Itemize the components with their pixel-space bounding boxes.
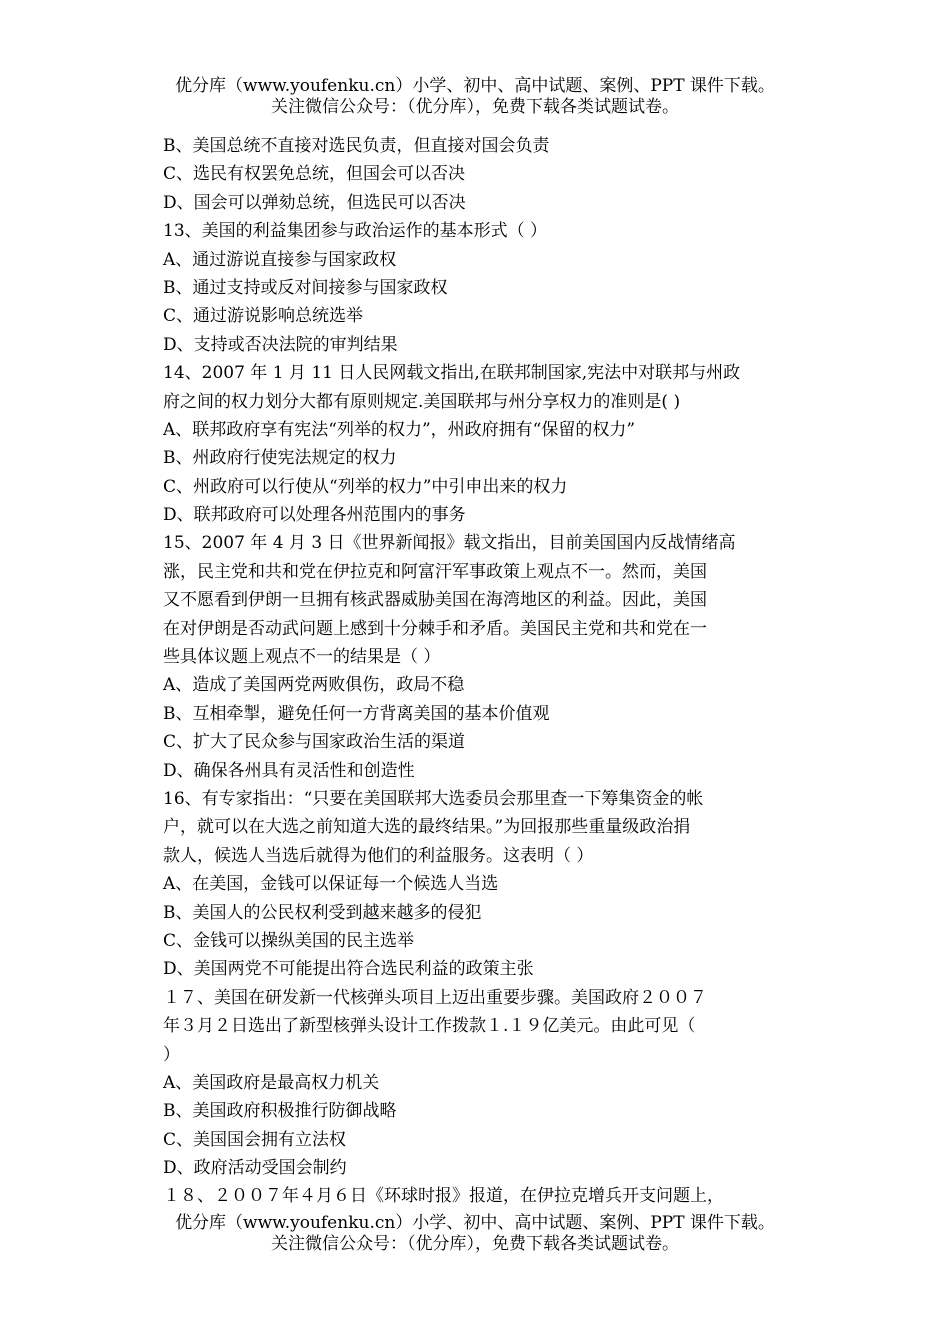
exam-questions: [163, 132, 803, 1211]
text-line: C、扩大了民众参与国家政治生活的渠道: [163, 732, 466, 753]
text-line: A、在美国，金钱可以保证每一个候选人当选: [163, 874, 499, 895]
text-line: C、通过游说影响总统选举: [163, 306, 364, 327]
text-line: C、金钱可以操纵美国的民主选举: [163, 930, 415, 951]
question-18: １８、２００７年４月６日《环球时报》报道，在伊拉克增兵开支问题上，: [163, 1186, 724, 1207]
header-line-1: 优分库（www.youfenku.cn）小学、初中、高中试题、案例、PPT 课件下载。: [175, 76, 775, 96]
text-line: B、通过支持或反对间接参与国家政权: [163, 277, 448, 298]
text-line: 些具体议题上观点不一的结果是（ ）: [163, 647, 441, 668]
text-line: D、美国两党不可能提出符合选民利益的政策主张: [163, 959, 534, 980]
text-line: A、造成了美国两党两败俱伤，政局不稳: [163, 675, 465, 696]
text-line: 涨，民主党和共和党在伊拉克和阿富汗军事政策上观点不一。然而，美国: [163, 561, 707, 582]
text-line: 在对伊朗是否动武问题上感到十分棘手和矛盾。美国民主党和共和党在一: [163, 618, 707, 639]
text-line: 户，就可以在大选之前知道大选的最终结果。”为回报那些重量级政治捐: [163, 817, 691, 838]
question-16: 16、有专家指出：“只要在美国联邦大选委员会那里查一下筹集资金的帐: [163, 788, 704, 809]
text-line: B、美国政府积极推行防御战略: [163, 1101, 397, 1122]
text-line: D、国会可以弹劾总统，但选民可以否决: [163, 192, 466, 213]
text-line: 又不愿看到伊朗一旦拥有核武器威胁美国在海湾地区的利益。因此，美国: [163, 590, 707, 611]
text-line: C、州政府可以行使从“列举的权力”中引申出来的权力: [163, 476, 568, 497]
footer-line-2: 关注微信公众号：（优分库），免费下载各类试题试卷。: [271, 1234, 679, 1254]
text-line: C、选民有权罢免总统，但国会可以否决: [163, 164, 466, 185]
text-line: 款人，候选人当选后就得为他们的利益服务。这表明（ ）: [163, 845, 594, 866]
text-line: D、支持或否决法院的审判结果: [163, 334, 398, 355]
text-line: B、州政府行使宪法规定的权力: [163, 448, 397, 469]
question-15: 15、2007 年 4 月 3 日《世界新闻报》载文指出，目前美国国内反战情绪高: [163, 533, 736, 554]
text-line: A、美国政府是最高权力机关: [163, 1072, 380, 1093]
text-line: D、联邦政府可以处理各州范围内的事务: [163, 505, 466, 526]
text-line: 府之间的权力划分大都有原则规定.美国联邦与州分享权力的准则是( ): [163, 391, 681, 412]
question-14: 14、2007 年 1 月 11 日人民网载文指出,在联邦制国家,宪法中对联邦与州政: [163, 363, 741, 384]
text-line: D、确保各州具有灵活性和创造性: [163, 760, 415, 781]
footer-line-1: 优分库（www.youfenku.cn）小学、初中、高中试题、案例、PPT 课件下载。: [175, 1213, 775, 1233]
text-line: ）: [163, 1044, 180, 1065]
header-line-2: 关注微信公众号：（优分库），免费下载各类试题试卷。: [271, 97, 679, 117]
text-line: A、通过游说直接参与国家政权: [163, 249, 397, 270]
text-line: D、政府活动受国会制约: [163, 1158, 347, 1179]
question-17: １７、美国在研发新一代核弹头项目上迈出重要步骤。美国政府２００７: [163, 987, 707, 1008]
text-line: B、互相牵掣，避免任何一方背离美国的基本价值观: [163, 703, 550, 724]
text-line: C、美国国会拥有立法权: [163, 1129, 347, 1150]
text-line: B、美国人的公民权利受到越来越多的侵犯: [163, 902, 482, 923]
text-line: 年３月２日选出了新型核弹头设计工作拨款１.１９亿美元。由此可见（: [163, 1016, 696, 1037]
text-line: A、联邦政府享有宪法“列举的权力”，州政府拥有“保留的权力”: [163, 419, 636, 440]
text-line: B、美国总统不直接对选民负责，但直接对国会负责: [163, 136, 550, 156]
question-13: 13、美国的利益集团参与政治运作的基本形式（ ）: [163, 221, 548, 242]
